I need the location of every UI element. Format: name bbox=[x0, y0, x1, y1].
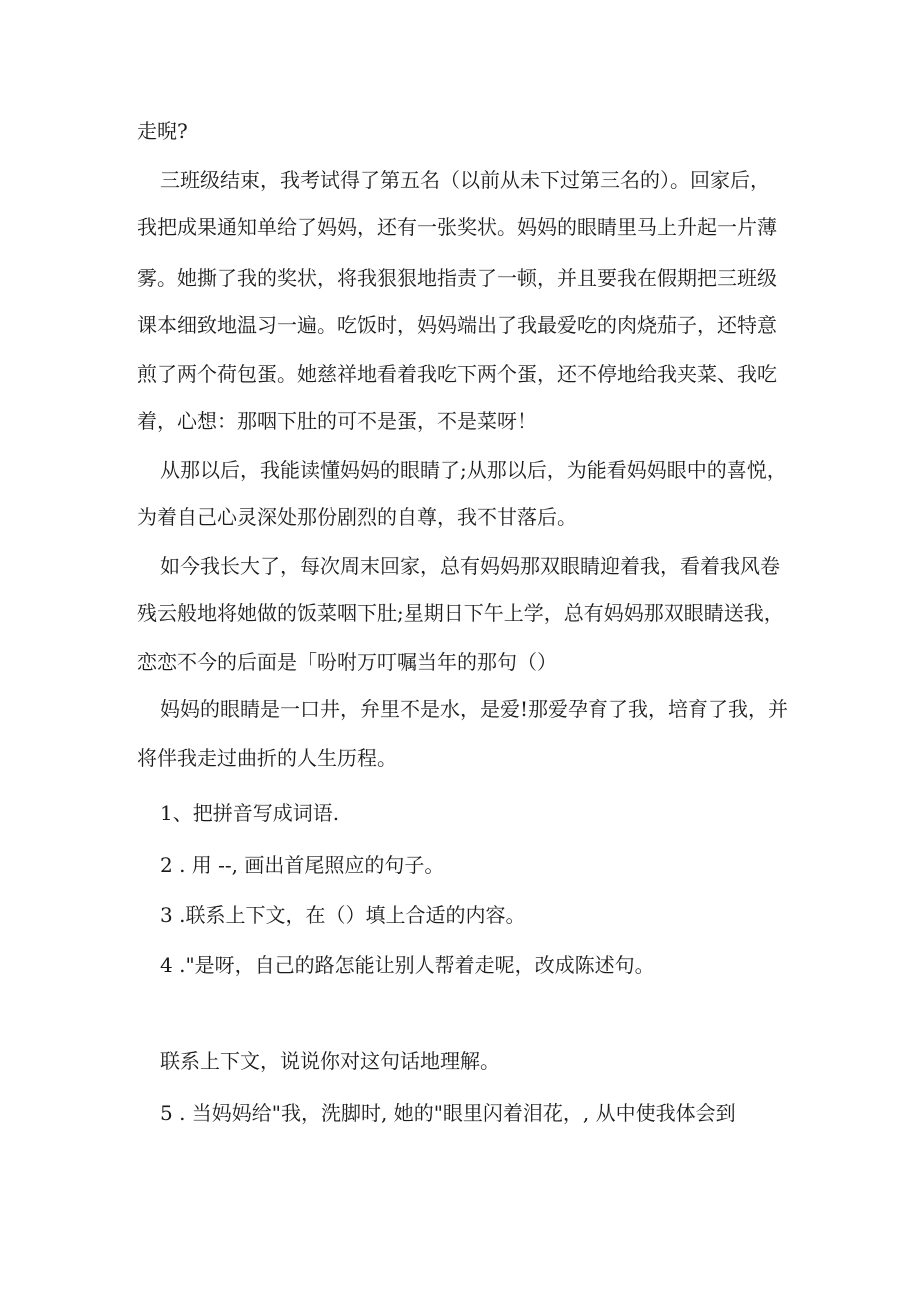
text-line: 雾。她撕了我的奖状，将我狠狠地指责了一顿，并且要我在假期把三班级 bbox=[137, 266, 777, 290]
question-1: 1、把拼音写成词语. bbox=[160, 801, 340, 825]
question-4: 4 ."是呀，自己的路怎能让别人帮着走呢，改成陈述句。 bbox=[160, 953, 655, 977]
text-line: 将伴我走过曲折的人生历程。 bbox=[137, 746, 397, 770]
text-line: 三班级结束，我考试得了第五名（以前从未下过第三名的）。回家后， bbox=[160, 168, 770, 192]
text-line: 走晲? bbox=[137, 119, 188, 143]
text-line: 为着自己心灵深处那份剧烈的自尊，我不甘落后。 bbox=[137, 505, 577, 529]
text-line: 如今我长大了，每次周末回家，总有妈妈那双眼睛迎着我，看着我风卷 bbox=[160, 554, 780, 578]
question-3: 3 .联系上下文，在（）填上合适的内容。 bbox=[160, 903, 526, 927]
text-line: 残云般地将她做的饭菜咽下肚;星期日下午上学，总有妈妈那双眼睛送我， bbox=[137, 601, 784, 625]
text-line: 课本细致地温习一遍。吃饭时，妈妈端出了我最爱吃的肉烧茄子，还特意 bbox=[137, 313, 777, 337]
question-5: 5 . 当妈妈给"我，洗脚时, 她的"眼里闪着泪花，, 从中使我体会到 bbox=[160, 1101, 736, 1125]
text-line: 我把成果通知单给了妈妈，还有一张奖状。妈妈的眼睛里马上升起一片薄 bbox=[137, 215, 777, 239]
text-line: 妈妈的眼睛是一口井，弁里不是水，是爱!那爱孕育了我，培育了我，并 bbox=[160, 697, 789, 721]
text-line: 着，心想：那咽下肚的可不是蛋，不是菜呀！ bbox=[137, 409, 537, 433]
text-line: 煎了两个荷包蛋。她慈祥地看着我吃下两个蛋，还不停地给我夹菜、我吃 bbox=[137, 362, 777, 386]
question-2: 2 . 用 --, 画出首尾照应的句子。 bbox=[160, 853, 445, 877]
text-line: 恋恋不今的后面是「吩咐万叮嘱当年的那句（） bbox=[137, 650, 557, 674]
question-4-followup: 联系上下文，说说你对这句话地理解。 bbox=[160, 1049, 500, 1073]
text-line: 从那以后，我能读懂妈妈的眼睛了;从那以后，为能看妈妈眼中的喜悦， bbox=[160, 458, 787, 482]
